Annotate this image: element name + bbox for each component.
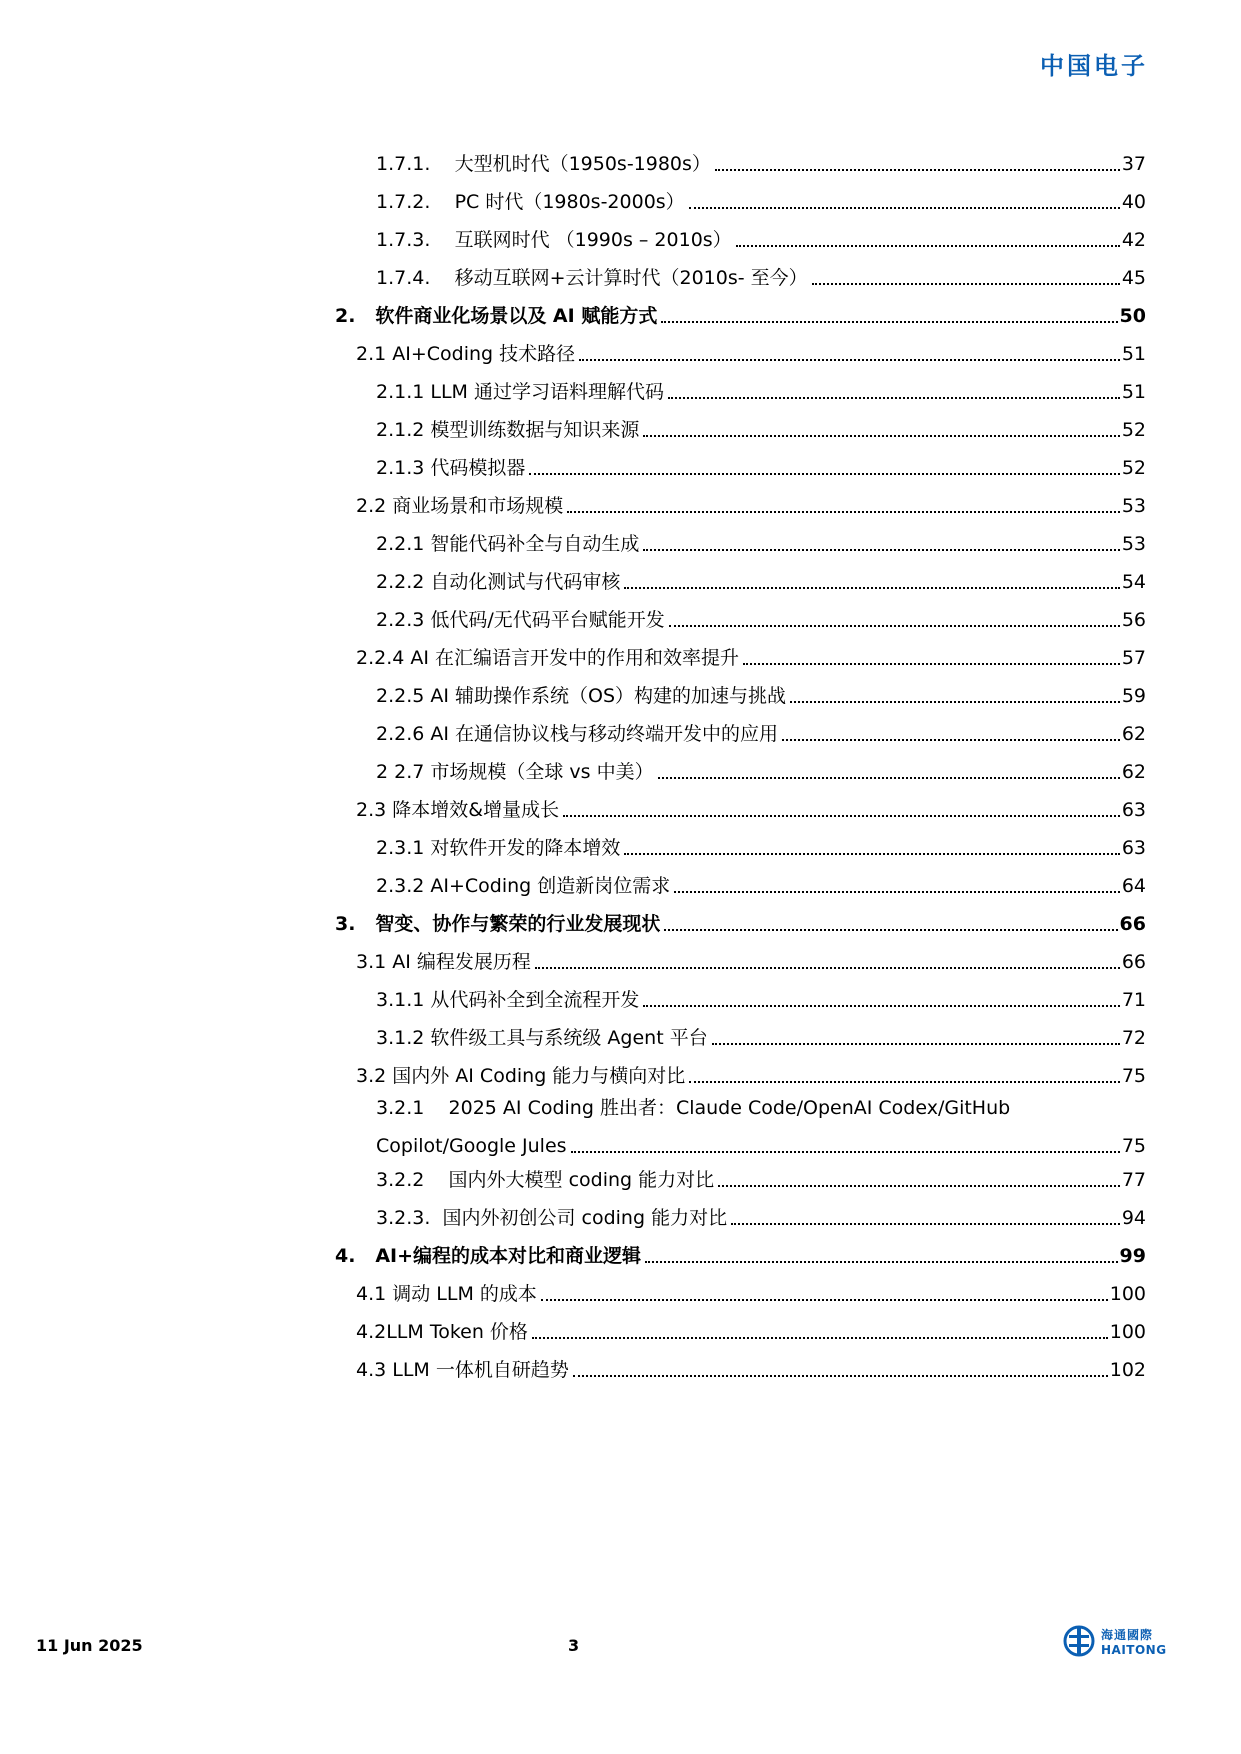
toc-dot-leader <box>674 890 1120 893</box>
toc-entry[interactable] <box>376 754 1146 784</box>
toc-entry-page: 54 <box>1121 571 1146 593</box>
toc-entry[interactable] <box>356 1276 1146 1306</box>
toc-entry-number: 3.2.3. <box>376 1207 431 1229</box>
toc-entry[interactable] <box>335 1238 1146 1268</box>
toc-entry-title: 2.2.4 AI 在汇编语言开发中的作用和效率提升 <box>356 647 740 669</box>
toc-entry-gap <box>430 266 454 290</box>
toc-entry-page: 50 <box>1119 305 1146 327</box>
toc-entry-page: 100 <box>1109 1321 1146 1343</box>
toc-entry-page: 56 <box>1121 609 1146 631</box>
toc-entry-title: 2.1.2 模型训练数据与知识来源 <box>376 419 640 441</box>
toc-entry-title: PC 时代（1980s-2000s） <box>454 191 685 213</box>
toc-entry[interactable] <box>376 146 1146 176</box>
toc-dot-leader <box>567 510 1120 513</box>
toc-entry[interactable] <box>376 526 1146 556</box>
toc-entry-page: 94 <box>1121 1207 1146 1229</box>
toc-entry-title: 2 2.7 市场规模（全球 vs 中美） <box>376 761 654 783</box>
toc-entry-title: 智变、协作与繁荣的行业发展现状 <box>375 913 661 935</box>
toc-entry-page: 75 <box>1121 1135 1146 1157</box>
toc-dot-leader <box>573 1374 1108 1377</box>
toc-entry-gap <box>355 304 375 328</box>
toc-entry-page: 77 <box>1121 1169 1146 1191</box>
toc-dot-leader <box>563 814 1120 817</box>
toc-entry-number: 3.2.2 <box>376 1169 425 1191</box>
toc-entry-number: 1.7.3. <box>376 229 431 251</box>
toc-dot-leader <box>529 472 1119 475</box>
toc-entry[interactable] <box>376 412 1146 442</box>
toc-entry-page: 100 <box>1109 1283 1146 1305</box>
toc-entry-page: 62 <box>1121 761 1146 783</box>
toc-entry-title: 4.3 LLM 一体机自研趋势 <box>356 1359 569 1381</box>
toc-entry-title: 2.2.3 低代码/无代码平台赋能开发 <box>376 609 665 631</box>
toc-dot-leader <box>658 776 1120 779</box>
toc-entry-title-continued: Copilot/Google Jules <box>376 1135 567 1157</box>
toc-entry-title: 移动互联网+云计算时代（2010s- 至今） <box>454 267 808 289</box>
toc-entry[interactable] <box>376 374 1146 404</box>
toc-dot-leader <box>731 1222 1120 1225</box>
toc-entry-title: AI+编程的成本对比和商业逻辑 <box>375 1245 642 1267</box>
toc-entry[interactable] <box>376 982 1146 1012</box>
toc-entry-gap <box>430 1206 442 1230</box>
header-brand-title: 中国电子 <box>1040 52 1148 80</box>
toc-entry-gap <box>430 190 454 214</box>
toc-entry[interactable] <box>376 450 1146 480</box>
toc-entry-number: 1.7.1. <box>376 153 431 175</box>
toc-dot-leader <box>712 1042 1120 1045</box>
toc-dot-leader <box>715 168 1120 171</box>
toc-entry-page: 99 <box>1119 1245 1146 1267</box>
toc-entry-title: 2.2.2 自动化测试与代码审核 <box>376 571 621 593</box>
toc-entry-page: 53 <box>1121 533 1146 555</box>
toc-entry-page: 52 <box>1121 457 1146 479</box>
toc-entry-title: 2.1 AI+Coding 技术路径 <box>356 343 576 365</box>
toc-entry[interactable] <box>376 602 1146 632</box>
toc-dot-leader <box>743 662 1120 665</box>
toc-entry[interactable] <box>376 1200 1146 1230</box>
toc-entry-number: 1.7.2. <box>376 191 431 213</box>
footer-page-number: 3 <box>568 1636 580 1655</box>
toc-entry-page: 51 <box>1121 343 1146 365</box>
toc-entry[interactable] <box>376 868 1146 898</box>
toc-entry-gap <box>424 1168 448 1192</box>
toc-entry-title: 软件商业化场景以及 AI 赋能方式 <box>375 305 658 327</box>
toc-dot-leader <box>643 434 1119 437</box>
toc-entry-page: 52 <box>1121 419 1146 441</box>
toc-entry[interactable] <box>376 830 1146 860</box>
toc-entry-title: 2.1.1 LLM 通过学习语料理解代码 <box>376 381 664 403</box>
toc-entry-gap <box>430 228 454 252</box>
toc-entry[interactable] <box>376 564 1146 594</box>
toc-dot-leader <box>535 966 1120 969</box>
toc-entry-gap <box>355 1244 375 1268</box>
toc-entry[interactable] <box>335 906 1146 936</box>
toc-entry-title: 2.2.1 智能代码补全与自动生成 <box>376 533 640 555</box>
toc-dot-leader <box>532 1336 1108 1339</box>
toc-entry-page: 63 <box>1121 799 1146 821</box>
toc-dot-leader <box>643 1004 1119 1007</box>
toc-entry[interactable] <box>376 678 1146 708</box>
toc-entry[interactable] <box>376 1162 1146 1192</box>
toc-entry-page: 42 <box>1121 229 1146 251</box>
toc-dot-leader <box>718 1184 1120 1187</box>
toc-entry-page: 71 <box>1121 989 1146 1011</box>
toc-dot-leader <box>624 852 1119 855</box>
toc-dot-leader <box>782 738 1120 741</box>
toc-entry-page: 75 <box>1121 1065 1146 1087</box>
toc-entry-title: 2.2.5 AI 辅助操作系统（OS）构建的加速与挑战 <box>376 685 787 707</box>
toc-entry-gap <box>430 152 454 176</box>
toc-dot-leader <box>669 624 1120 627</box>
toc-entry[interactable] <box>376 260 1146 290</box>
toc-entry[interactable] <box>356 1314 1146 1344</box>
toc-dot-leader <box>812 282 1120 285</box>
toc-dot-leader <box>689 206 1120 209</box>
toc-entry-page: 57 <box>1121 647 1146 669</box>
toc-entry-title: 3.1 AI 编程发展历程 <box>356 951 531 973</box>
toc-entry-number: 4. <box>335 1245 356 1267</box>
toc-entry-page: 64 <box>1121 875 1146 897</box>
toc-entry-title: 大型机时代（1950s-1980s） <box>454 153 711 175</box>
toc-dot-leader <box>645 1260 1118 1263</box>
toc-entry-page: 51 <box>1121 381 1146 403</box>
toc-entry-page: 62 <box>1121 723 1146 745</box>
toc-dot-leader <box>643 548 1119 551</box>
toc-entry-page: 37 <box>1121 153 1146 175</box>
toc-entry-page: 66 <box>1121 951 1146 973</box>
toc-entry-page: 40 <box>1121 191 1146 213</box>
toc-entry[interactable] <box>356 488 1146 518</box>
toc-entry-number: 2. <box>335 305 356 327</box>
toc-entry-title: 4.1 调动 LLM 的成本 <box>356 1283 537 1305</box>
toc-entry[interactable] <box>356 792 1146 822</box>
logo-text-cn: 海通國際 <box>1101 1628 1154 1642</box>
toc-entry-number: 1.7.4. <box>376 267 431 289</box>
toc-entry[interactable] <box>356 1058 1146 1088</box>
toc-entry-page: 66 <box>1119 913 1146 935</box>
toc-dot-leader <box>689 1080 1120 1083</box>
toc-entry-title: 2.1.3 代码模拟器 <box>376 457 526 479</box>
haitong-logo <box>1063 1623 1173 1663</box>
footer-date: 11 Jun 2025 <box>36 1636 143 1655</box>
toc-entry-page: 72 <box>1121 1027 1146 1049</box>
toc-entry[interactable] <box>356 944 1146 974</box>
toc-entry-page: 63 <box>1121 837 1146 859</box>
toc-entry-title: 2.3 降本增效&增量成长 <box>356 799 560 821</box>
toc-entry[interactable] <box>356 640 1146 670</box>
toc-entry-number: 3. <box>335 913 356 935</box>
toc-entry-page: 53 <box>1121 495 1146 517</box>
toc-entry-gap <box>355 912 375 936</box>
toc-dot-leader <box>571 1150 1120 1153</box>
toc-dot-leader <box>668 396 1120 399</box>
toc-entry-title: 2.3.1 对软件开发的降本增效 <box>376 837 621 859</box>
toc-dot-leader <box>624 586 1119 589</box>
toc-entry-page: 45 <box>1121 267 1146 289</box>
toc-dot-leader <box>664 928 1117 931</box>
toc-entry-title: 4.2LLM Token 价格 <box>356 1321 528 1343</box>
toc-entry[interactable] <box>376 222 1146 252</box>
toc-dot-leader <box>736 244 1120 247</box>
toc-entry-title: 2.3.2 AI+Coding 创造新岗位需求 <box>376 875 671 897</box>
toc-entry-title: 3.1.2 软件级工具与系统级 Agent 平台 <box>376 1027 708 1049</box>
toc-entry[interactable] <box>356 1352 1146 1382</box>
toc-entry-title: 3.2 国内外 AI Coding 能力与横向对比 <box>356 1065 686 1087</box>
toc-entry[interactable] <box>376 1020 1146 1050</box>
toc-entry-page: 102 <box>1109 1359 1146 1381</box>
toc-entry-gap <box>424 1096 448 1120</box>
toc-entry-title: 2.2.6 AI 在通信协议栈与移动终端开发中的应用 <box>376 723 779 745</box>
toc-entry-title: 2.2 商业场景和市场规模 <box>356 495 564 517</box>
toc-entry[interactable] <box>356 336 1146 366</box>
toc-entry[interactable] <box>335 298 1146 328</box>
toc-entry-title: 互联网时代 （1990s – 2010s） <box>454 229 732 251</box>
toc-dot-leader <box>790 700 1120 703</box>
toc-entry-title: 国内外大模型 coding 能力对比 <box>448 1169 715 1191</box>
toc-entry-page: 59 <box>1121 685 1146 707</box>
toc-entry-number: 3.2.1 <box>376 1097 425 1119</box>
toc-entry-title: 3.1.1 从代码补全到全流程开发 <box>376 989 640 1011</box>
logo-text-en: HAITONG <box>1101 1643 1167 1657</box>
toc-entry[interactable] <box>376 184 1146 214</box>
toc-dot-leader <box>579 358 1120 361</box>
toc-dot-leader <box>661 320 1117 323</box>
toc-entry[interactable] <box>376 716 1146 746</box>
toc-dot-leader <box>541 1298 1108 1301</box>
haitong-logo-icon <box>1063 1625 1095 1657</box>
toc-entry-title: 2025 AI Coding 胜出者：Claude Code/OpenAI Codex/GitHub <box>448 1097 1011 1119</box>
toc-entry[interactable] <box>376 1096 1146 1158</box>
toc-entry-title: 国内外初创公司 coding 能力对比 <box>442 1207 728 1229</box>
